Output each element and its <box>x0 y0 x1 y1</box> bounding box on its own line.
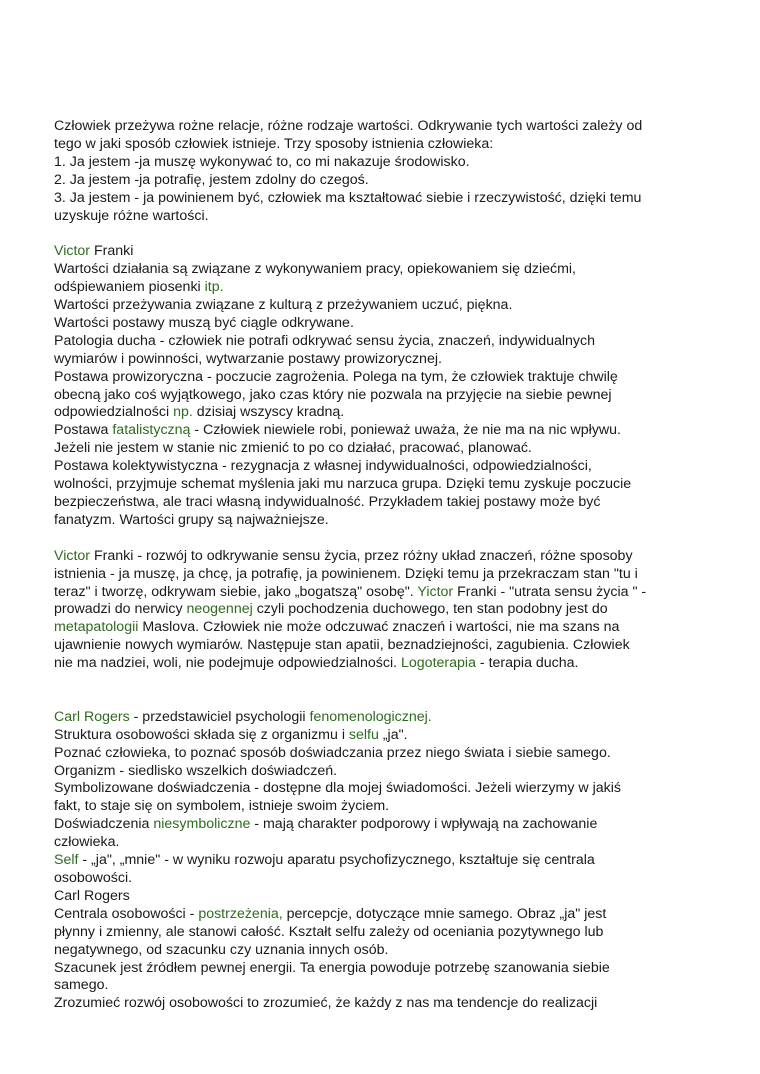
text-line: fanatyzm. Wartości grupy są najważniejsze. <box>54 511 329 528</box>
text-line: teraz" i tworzę, odkrywam siebie, jako „bogatszą" osobę". Yictor Franki - "utrata sensu życia " - <box>54 583 647 600</box>
text-line: odpowiedzialności np. dzisiaj wszyscy kradną. <box>54 404 345 421</box>
text-line: Carl Rogers <box>54 887 130 904</box>
document-page <box>54 118 714 1013</box>
text-line: wolności, przyjmuje schemat myślenia jaki mu narzuca grupa. Dzięki temu zyskuje poczucie <box>54 476 632 493</box>
frankl-section <box>54 243 714 530</box>
text-line: Doświadczenia niesymboliczne - mają charakter podporowy i wpływają na zachowanie <box>54 816 598 833</box>
text-line: tego w jaki sposób człowiek istnieje. Trzy sposoby istnienia człowieka: <box>54 135 494 152</box>
paragraph-gap <box>54 691 714 709</box>
text-line: Centrala osobowości - postrzeżenia, percepcje, dotyczące mnie samego. Obraz „ja" jest <box>54 905 607 922</box>
text-line: metapatologii Maslova. Człowiek nie może odczuwać znaczeń i wartości, nie ma szans na <box>54 619 620 636</box>
text-line: negatywnego, od szacunku czy uznania innych osób. <box>54 941 389 958</box>
text-line: uzyskuje różne wartości. <box>54 207 209 224</box>
text-line: 3. Ja jestem - ja powinienem być, człowiek ma kształtować siebie i rzeczywistość, dzięki temu <box>54 189 642 206</box>
highlighted-term: Yictor <box>417 583 454 600</box>
highlighted-term: fenomenologicznej. <box>309 708 432 725</box>
highlighted-term: np. <box>173 404 193 421</box>
highlighted-term: Carl Rogers <box>54 708 130 725</box>
text-line: Postawa fatalistyczną - Człowiek niewiele robi, ponieważ uważa, że nie ma na nic wpływu. <box>54 422 621 439</box>
text-line: samego. <box>54 977 109 994</box>
text-line: fakt, to staje się on symbolem, istnieje swoim życiem. <box>54 798 390 815</box>
text-line: prowadzi do nerwicy neogennej czyli pochodzenia duchowego, ten stan podobny jest do <box>54 601 608 618</box>
highlighted-term: Self <box>54 852 79 869</box>
text-line: Szacunek jest źródłem pewnej energii. Ta energia powoduje potrzebę szanowania siebie <box>54 959 610 976</box>
highlighted-term: Victor <box>54 243 91 260</box>
text-line: istnienia - ja muszę, ja chcę, ja potrafię, ja powinienem. Dzięki temu ja przekraczam stan "tu i <box>54 565 638 582</box>
text-line: Postawa kolektywistyczna - rezygnacja z własnej indywidualności, odpowiedzialności, <box>54 458 592 475</box>
highlighted-term: neogennej <box>186 601 253 618</box>
highlighted-term: fatalistyczną <box>112 422 191 439</box>
text-line: Wartości postawy muszą być ciągle odkrywane. <box>54 314 354 331</box>
intro-paragraph <box>54 118 714 225</box>
text-line: 2. Ja jestem -ja potrafię, jestem zdolny do czegoś. <box>54 171 369 188</box>
section-heading: Carl Rogers - przedstawiciel psychologii fenomenologicznej. <box>54 708 432 725</box>
text-line: 1. Ja jestem -ja muszę wykonywać to, co mi nakazuje środowisko. <box>54 153 470 170</box>
text-line: Postawa prowizoryczna - poczucie zagrożenia. Polega na tym, że człowiek traktuje chwilę <box>54 368 618 385</box>
paragraph-gap <box>54 225 714 243</box>
text-line: Jeżeli nie jestem w stanie nic zmienić to po co działać, pracować, planować. <box>54 440 532 457</box>
text-line: Symbolizowane doświadczenia - dostępne dla mojej świadomości. Jeżeli wierzymy w jakiś <box>54 780 621 797</box>
highlighted-term: Logoterapia <box>401 655 476 672</box>
highlighted-term: selfu <box>348 726 379 743</box>
highlighted-term: niesymboliczne <box>153 816 251 833</box>
text-line: obecną jako coś wyjątkowego, jako czas który nie pozwala na przyjęcie na siebie pewnej <box>54 386 612 403</box>
text-line: ujawnienie nowych wymiarów. Następuje stan apatii, beznadziejności, zagubienia. Człowiek <box>54 637 630 654</box>
rogers-section <box>54 709 714 1013</box>
text-line: Self - „ja", „mnie" - w wyniku rozwoju aparatu psychofizycznego, kształtuje się centrala <box>54 852 595 869</box>
frankl-development-paragraph <box>54 548 714 673</box>
highlighted-term: metapatologii <box>54 619 139 636</box>
text-line: Wartości działania są związane z wykonywaniem pracy, opiekowaniem się dziećmi, <box>54 261 576 278</box>
text-line: Zrozumieć rozwój osobowości to zrozumieć, że każdy z nas ma tendencje do realizacji <box>54 995 598 1012</box>
paragraph-gap <box>54 673 714 691</box>
text-line: wymiarów i powinności, wytwarzanie postawy prowizorycznej. <box>54 350 442 367</box>
text-line: Wartości przeżywania związane z kulturą z przeżywaniem uczuć, piękna. <box>54 297 513 314</box>
highlighted-term: Victor <box>54 547 91 564</box>
text-line: osobowości. <box>54 870 133 886</box>
text-line: Struktura osobowości składa się z organizmu i selfu „ja". <box>54 726 408 743</box>
highlighted-term: postrzeżenia, <box>198 905 283 922</box>
text-line: płynny i zmienny, ale stanowi całość. Kształt selfu zależy od oceniania pozytywnego lub <box>54 923 604 940</box>
text-line: Poznać człowieka, to poznać sposób doświadczania przez niego świata i siebie samego. <box>54 744 611 761</box>
text-line: człowieka. <box>54 834 120 851</box>
text-line: odśpiewaniem piosenki itp. <box>54 279 224 296</box>
text-line: nie ma nadziei, woli, nie podejmuje odpowiedzialności. Logoterapia - terapia ducha. <box>54 655 579 672</box>
paragraph-gap <box>54 530 714 548</box>
highlighted-term: itp. <box>204 279 224 296</box>
text-line: Organizm - siedlisko wszelkich doświadczeń. <box>54 762 338 779</box>
text-line: Człowiek przeżywa rożne relacje, różne rodzaje wartości. Odkrywanie tych wartości zależy od <box>54 118 643 134</box>
text-line: bezpieczeństwa, ale traci własną indywidualność. Przykładem takiej postawy może być <box>54 494 601 511</box>
section-heading: Victor Franki <box>54 243 134 260</box>
text-line: Victor Franki - rozwój to odkrywanie sensu życia, przez różny układ znaczeń, różne sposoby <box>54 547 633 564</box>
text-line: Patologia ducha - człowiek nie potrafi odkrywać sensu życia, znaczeń, indywidualnych <box>54 332 595 349</box>
